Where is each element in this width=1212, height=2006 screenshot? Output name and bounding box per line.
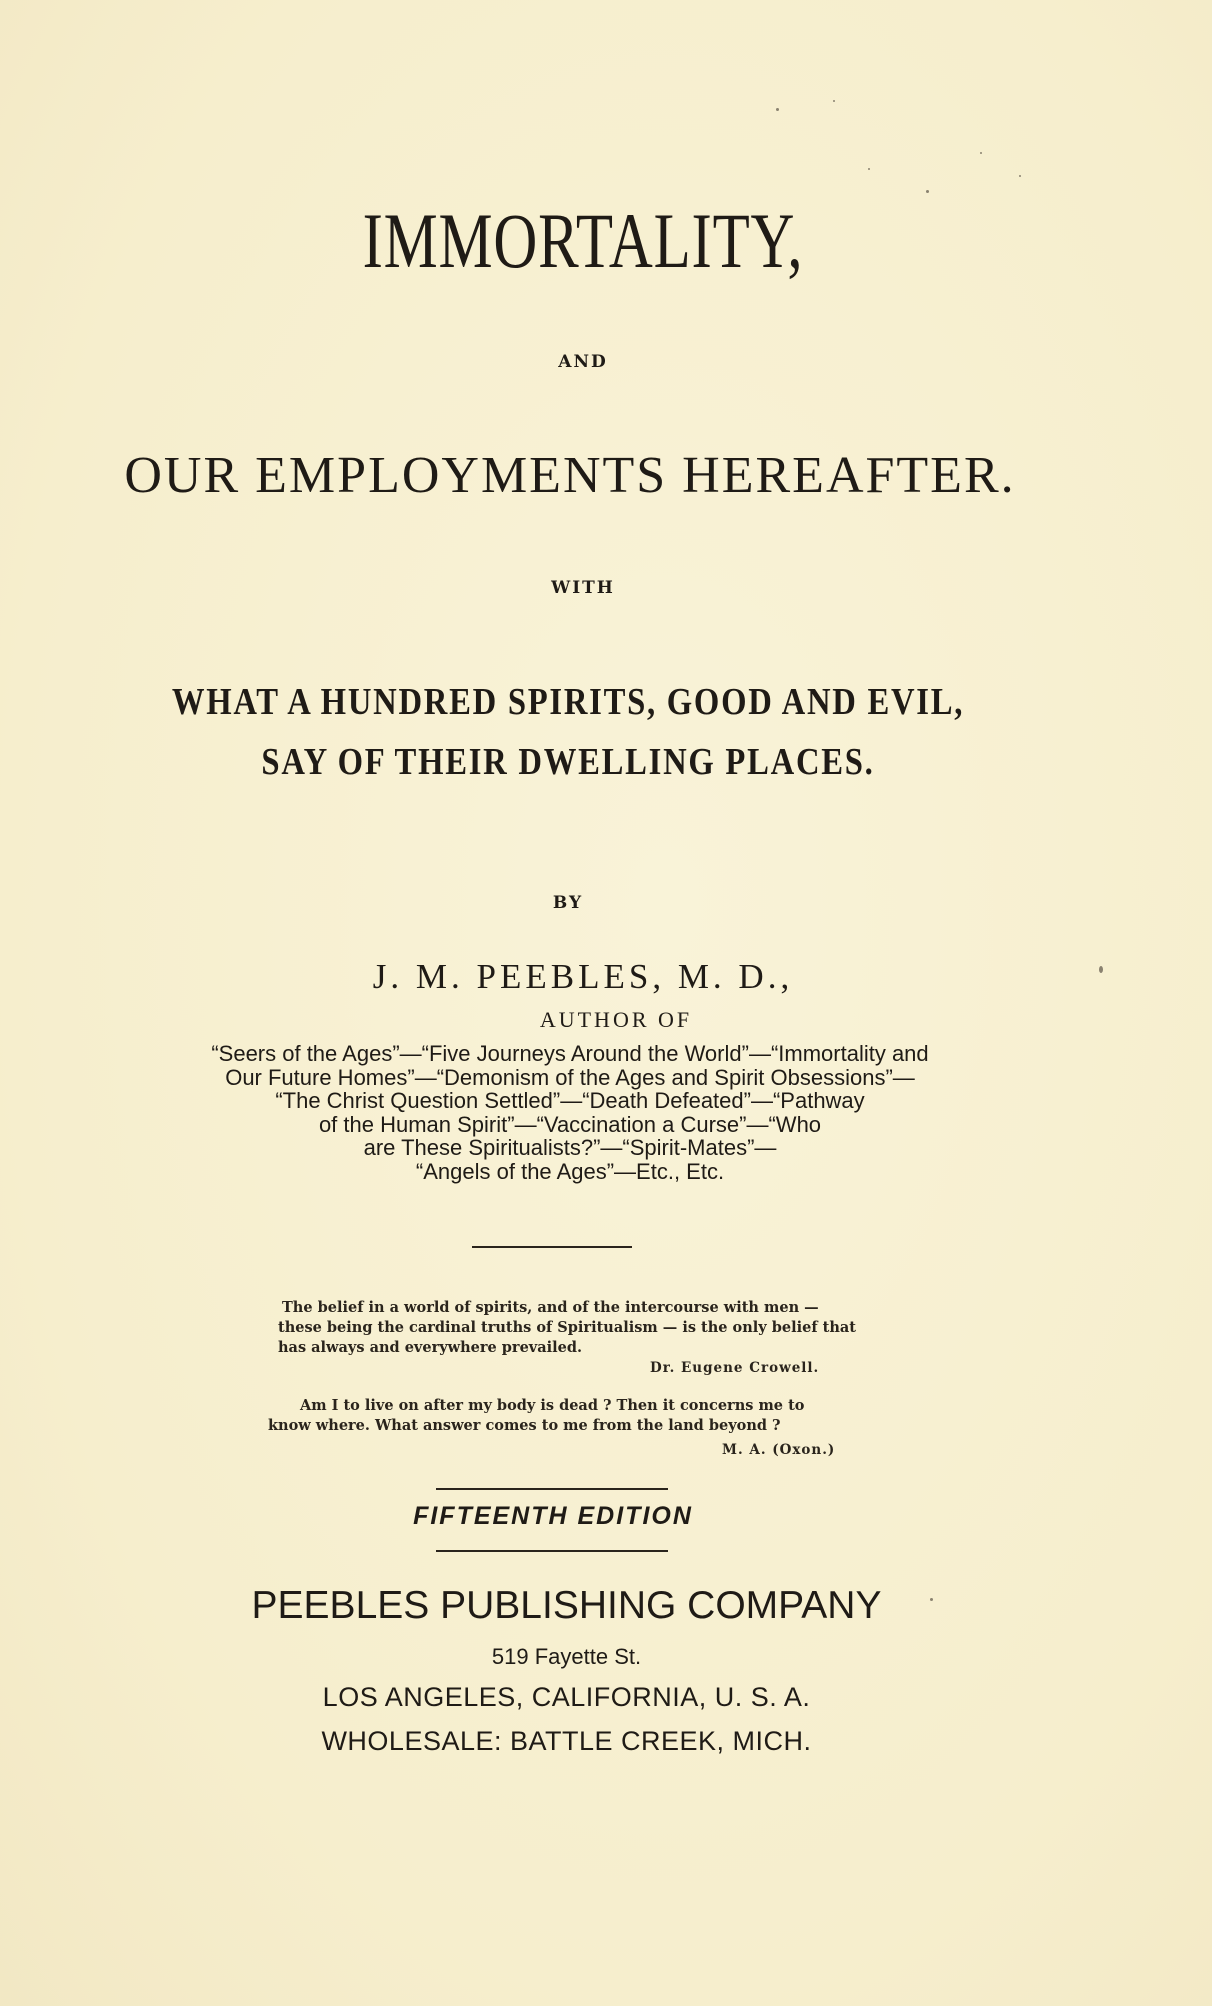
print-speck xyxy=(868,168,870,170)
epigraph-attribution-1: Dr. Eugene Crowell. xyxy=(650,1360,820,1376)
print-speck xyxy=(1099,966,1103,973)
print-speck xyxy=(930,1598,933,1601)
works-line: Our Future Homes”—“Demonism of the Ages and Spirit Obsessions”— xyxy=(225,1064,915,1090)
by-label: BY xyxy=(552,893,584,913)
book-subtitle: OUR EMPLOYMENTS HEREAFTER. xyxy=(124,447,1016,504)
works-line: of the Human Spirit”—“Vaccination a Curse”—“Who xyxy=(318,1111,822,1137)
works-line: “Angels of the Ages”—Etc., Etc. xyxy=(415,1158,725,1184)
quote-line: The belief in a world of spirits, and of the intercourse with men — xyxy=(282,1299,819,1316)
print-speck xyxy=(1019,175,1021,177)
spirits-line-2: SAY OF THEIR DWELLING PLACES. xyxy=(261,741,875,783)
connector-with: WITH xyxy=(551,578,615,598)
author-name: J. M. PEEBLES, M. D., xyxy=(372,957,794,996)
print-speck xyxy=(833,100,835,102)
print-speck xyxy=(980,152,982,154)
quote-line: Am I to live on after my body is dead ? Then it concerns me to xyxy=(300,1397,805,1414)
epigraph-attribution-2: M. A. (Oxon.) xyxy=(722,1442,836,1458)
epigraph-quote-1 xyxy=(278,1298,882,1358)
divider-rule xyxy=(436,1550,668,1552)
quote-line: has always and everywhere prevailed. xyxy=(278,1339,583,1356)
divider-rule xyxy=(472,1246,632,1248)
publisher-city: LOS ANGELES, CALIFORNIA, U. S. A. xyxy=(322,1682,811,1712)
spirits-line-1: WHAT A HUNDRED SPIRITS, GOOD AND EVIL, xyxy=(171,681,965,723)
works-line: “Seers of the Ages”—“Five Journeys Around the World”—“Immortality and xyxy=(211,1041,929,1066)
connector-and: AND xyxy=(558,352,608,372)
other-works-list xyxy=(0,1042,1140,1183)
works-line: are These Spiritualists?”—“Spirit-Mates”— xyxy=(363,1135,777,1160)
quote-line: these being the cardinal truths of Spiritualism — is the only belief that xyxy=(278,1319,856,1336)
quote-line: know where. What answer comes to me from the land beyond ? xyxy=(268,1417,781,1434)
epigraph-quote-2 xyxy=(268,1396,888,1436)
works-line: “The Christ Question Settled”—“Death Defeated”—“Pathway xyxy=(275,1088,865,1113)
book-title: IMMORTALITY, xyxy=(362,197,804,284)
publisher-name: PEEBLES PUBLISHING COMPANY xyxy=(251,1584,882,1627)
publisher-wholesale: WHOLESALE: BATTLE CREEK, MICH. xyxy=(321,1726,812,1756)
edition-label: FIFTEENTH EDITION xyxy=(413,1502,693,1530)
divider-rule xyxy=(436,1488,668,1490)
author-of-label: AUTHOR OF xyxy=(539,1007,693,1032)
publisher-street: 519 Fayette St. xyxy=(491,1644,642,1669)
print-speck xyxy=(926,190,929,193)
print-speck xyxy=(776,108,779,111)
